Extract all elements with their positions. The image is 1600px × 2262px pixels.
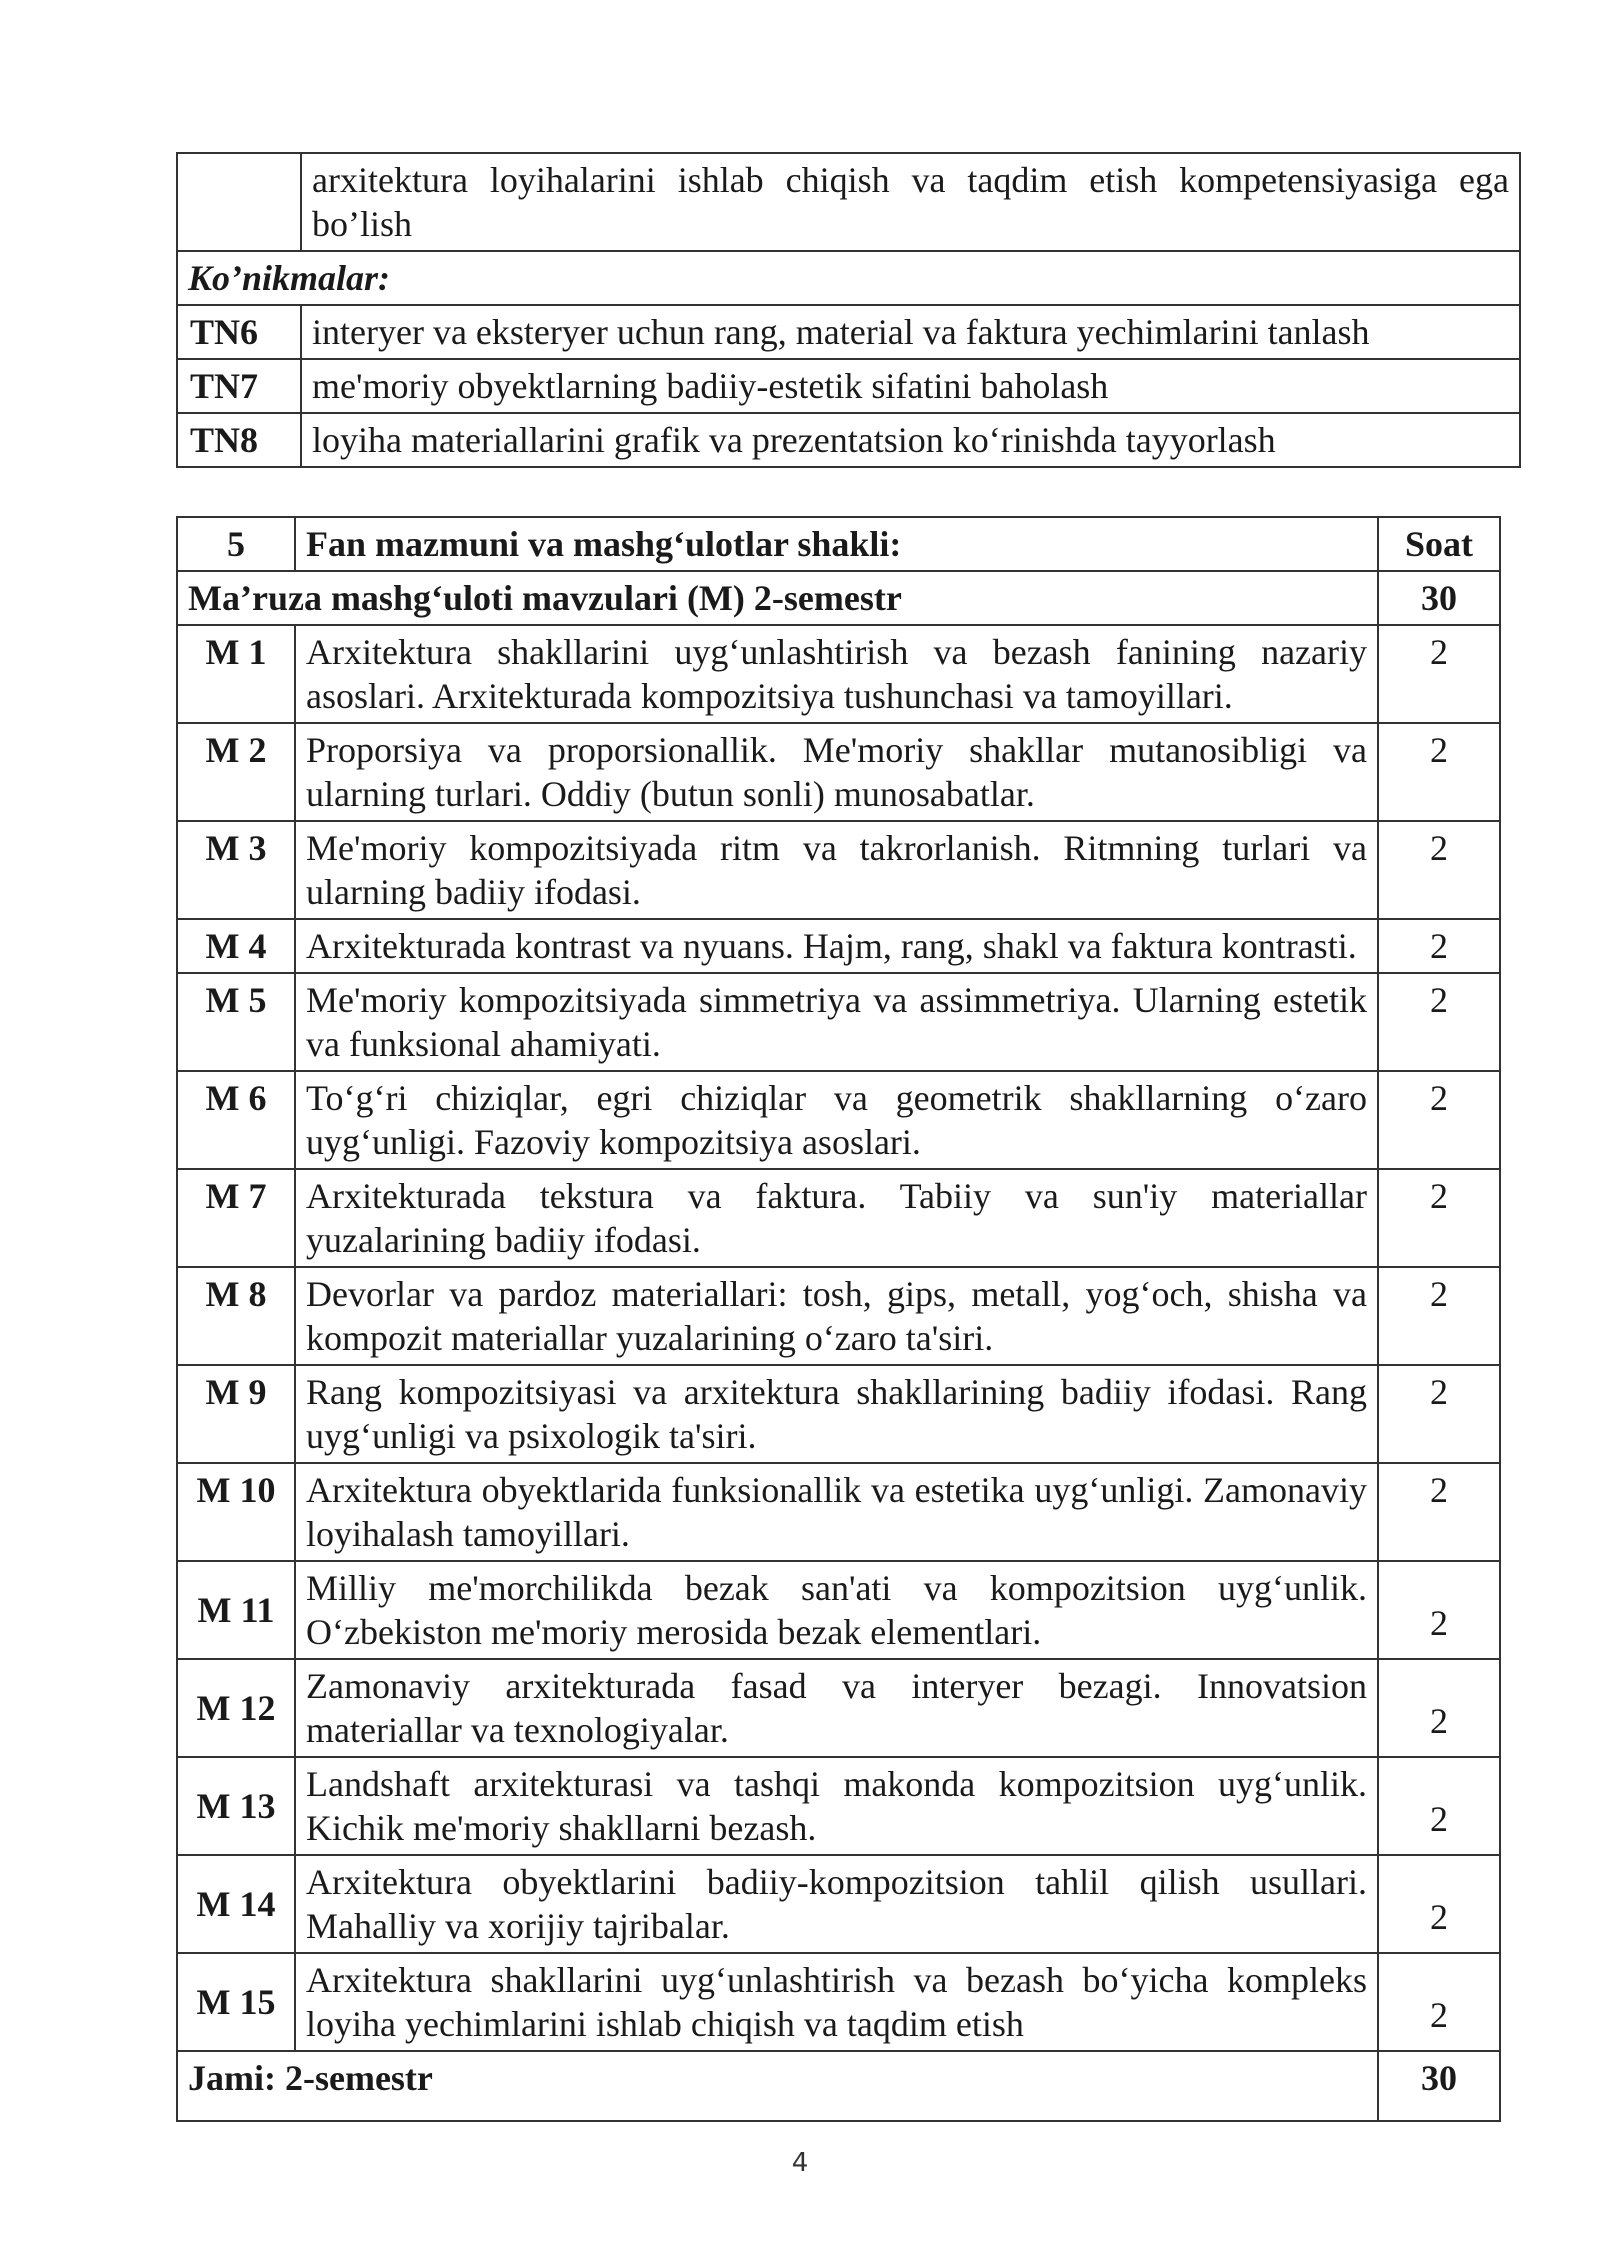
lecture-topic: Arxitektura shakllarini uyg‘unlashtirish va bezash bo‘yicha kompleks loyiha yechimlarini ishlab chiqish va taqdim etish: [295, 1953, 1378, 2051]
lecture-code: M 2: [177, 723, 295, 821]
total-row: [177, 2051, 1500, 2121]
table-row: [177, 305, 1520, 359]
skill-text: me'moriy obyektlarning badiiy-estetik sifatini baholash: [301, 359, 1520, 413]
lecture-hours: 2: [1378, 1463, 1500, 1561]
lecture-hours: 2: [1378, 1169, 1500, 1267]
table-row: [177, 153, 1520, 251]
table-row: [177, 1071, 1500, 1169]
table-row: [177, 1757, 1500, 1855]
table-row: [177, 723, 1500, 821]
skill-code: TN7: [177, 359, 301, 413]
hours-header: Soat: [1378, 517, 1500, 571]
lecture-code: M 13: [177, 1757, 295, 1855]
lecture-total-hours: 30: [1378, 571, 1500, 625]
table-row: [177, 251, 1520, 305]
skill-text: interyer va eksteryer uchun rang, material va faktura yechimlarini tanlash: [301, 305, 1520, 359]
table-row: [177, 1855, 1500, 1953]
lecture-hours: 2: [1378, 1953, 1500, 2051]
table-subheader-row: [177, 571, 1500, 625]
table-row: [177, 1953, 1500, 2051]
table-row: [177, 821, 1500, 919]
section-title: Fan mazmuni va mashg‘ulotlar shakli:: [295, 517, 1378, 571]
lecture-topic: To‘g‘ri chiziqlar, egri chiziqlar va geometrik shakllarning o‘zaro uyg‘unligi. Fazoviy kompozitsiya asoslari.: [295, 1071, 1378, 1169]
table-row: [177, 1267, 1500, 1365]
lecture-hours: 2: [1378, 973, 1500, 1071]
lecture-code: M 3: [177, 821, 295, 919]
total-hours: 30: [1378, 2051, 1500, 2121]
lecture-code: M 4: [177, 919, 295, 973]
lecture-hours: 2: [1378, 723, 1500, 821]
lecture-subheader: Ma’ruza mashg‘uloti mavzulari (M) 2-semestr: [177, 571, 1378, 625]
lecture-hours: 2: [1378, 1561, 1500, 1659]
lecture-hours: 2: [1378, 1659, 1500, 1757]
table-row: [177, 413, 1520, 467]
lecture-code: M 1: [177, 625, 295, 723]
lecture-topic: Rang kompozitsiyasi va arxitektura shakllarining badiiy ifodasi. Rang uyg‘unligi va psixologik ta'siri.: [295, 1365, 1378, 1463]
lecture-topic: Arxitektura obyektlarida funksionallik va estetika uyg‘unligi. Zamonaviy loyihalash tamoyillari.: [295, 1463, 1378, 1561]
lecture-hours: 2: [1378, 1267, 1500, 1365]
lecture-topic: Me'moriy kompozitsiyada simmetriya va assimmetriya. Ularning estetik va funksional ahamiyati.: [295, 973, 1378, 1071]
lecture-code: M 11: [177, 1561, 295, 1659]
lecture-code: M 10: [177, 1463, 295, 1561]
lecture-hours: 2: [1378, 1855, 1500, 1953]
lecture-code: M 9: [177, 1365, 295, 1463]
lecture-hours: 2: [1378, 1365, 1500, 1463]
lecture-topic: Me'moriy kompozitsiyada ritm va takrorlanish. Ritmning turlari va ularning badiiy ifodasi.: [295, 821, 1378, 919]
lecture-topic: Arxitekturada kontrast va nyuans. Hajm, rang, shakl va faktura kontrasti.: [295, 919, 1378, 973]
lecture-hours: 2: [1378, 821, 1500, 919]
continuation-text: arxitektura loyihalarini ishlab chiqish va taqdim etish kompetensiyasiga ega bo’lish: [301, 153, 1520, 251]
lecture-hours: 2: [1378, 1757, 1500, 1855]
table-row: [177, 1659, 1500, 1757]
lecture-code: M 6: [177, 1071, 295, 1169]
table-row: [177, 1463, 1500, 1561]
lecture-code: M 8: [177, 1267, 295, 1365]
lecture-topic: Zamonaviy arxitekturada fasad va interyer bezagi. Innovatsion materiallar va texnologiyalar.: [295, 1659, 1378, 1757]
page-number: 4: [791, 2148, 809, 2178]
table-row: [177, 1561, 1500, 1659]
lecture-topic: Arxitekturada tekstura va faktura. Tabiiy va sun'iy materiallar yuzalarining badiiy ifodasi.: [295, 1169, 1378, 1267]
table-row: [177, 919, 1500, 973]
lecture-code: M 14: [177, 1855, 295, 1953]
table-row: [177, 359, 1520, 413]
total-label: Jami: 2-semestr: [177, 2051, 1378, 2121]
skill-text: loyiha materiallarini grafik va prezentatsion ko‘rinishda tayyorlash: [301, 413, 1520, 467]
table-header-row: [177, 517, 1500, 571]
skill-code: TN6: [177, 305, 301, 359]
section-number: 5: [177, 517, 295, 571]
table-row: [177, 973, 1500, 1071]
lecture-hours: 2: [1378, 625, 1500, 723]
table-row: [177, 625, 1500, 723]
lecture-topic: Arxitektura shakllarini uyg‘unlashtirish va bezash fanining nazariy asoslari. Arxitekturada kompozitsiya tushunchasi va tamoyillari.: [295, 625, 1378, 723]
competencies-table: [176, 152, 1521, 468]
lecture-code: M 7: [177, 1169, 295, 1267]
lecture-hours: 2: [1378, 1071, 1500, 1169]
skill-code: TN8: [177, 413, 301, 467]
skills-section-label: Ko’nikmalar:: [177, 251, 1520, 305]
lecture-topic: Milliy me'morchilikda bezak san'ati va kompozitsion uyg‘unlik. O‘zbekiston me'moriy merosida bezak elementlari.: [295, 1561, 1378, 1659]
table-row: [177, 1365, 1500, 1463]
lecture-hours: 2: [1378, 919, 1500, 973]
empty-code-cell: [177, 153, 301, 251]
lecture-topic: Devorlar va pardoz materiallari: tosh, gips, metall, yog‘och, shisha va kompozit materiallar yuzalarining o‘zaro ta'siri.: [295, 1267, 1378, 1365]
lecture-topic: Arxitektura obyektlarini badiiy-kompozitsion tahlil qilish usullari. Mahalliy va xorijiy tajribalar.: [295, 1855, 1378, 1953]
table-row: [177, 1169, 1500, 1267]
lecture-topic: Proporsiya va proporsionallik. Me'moriy shakllar mutanosibligi va ularning turlari. Oddiy (butun sonli) munosabatlar.: [295, 723, 1378, 821]
lecture-topic: Landshaft arxitekturasi va tashqi makonda kompozitsion uyg‘unlik. Kichik me'moriy shakllarni bezash.: [295, 1757, 1378, 1855]
lecture-topics-table: [176, 516, 1501, 2122]
lecture-code: M 12: [177, 1659, 295, 1757]
lecture-code: M 15: [177, 1953, 295, 2051]
lecture-code: M 5: [177, 973, 295, 1071]
